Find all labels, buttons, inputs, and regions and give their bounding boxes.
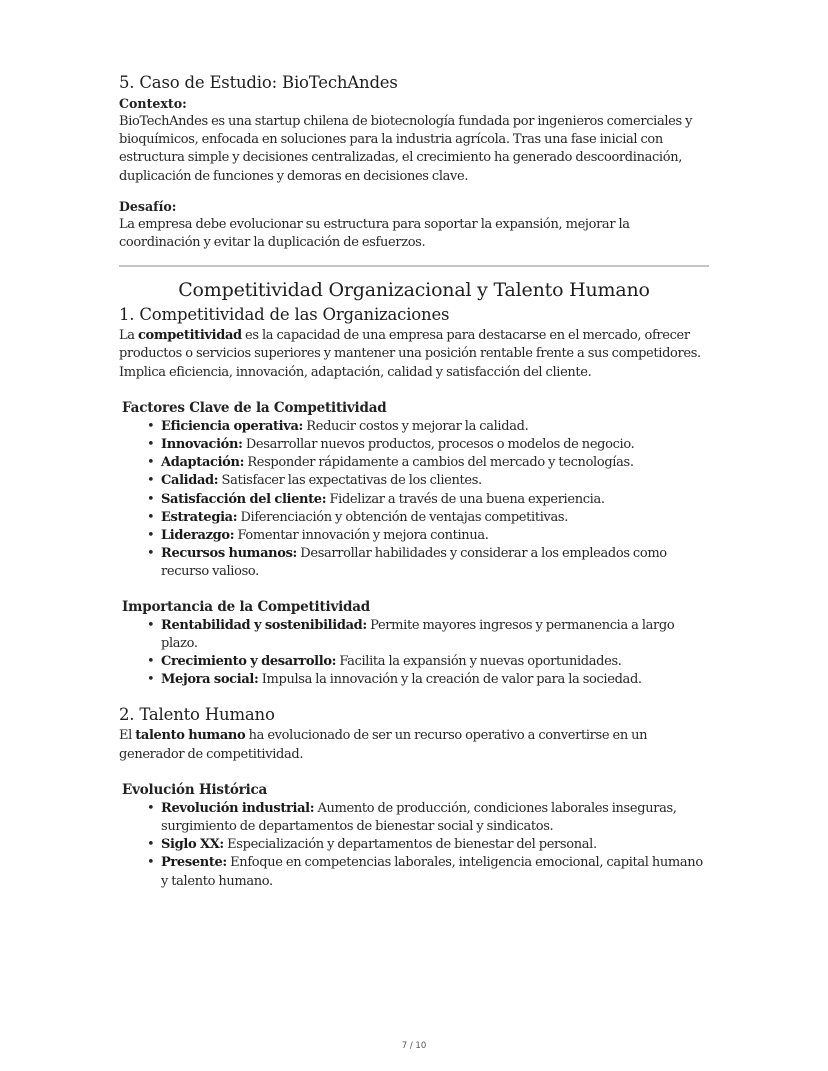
case-study-section	[119, 72, 709, 252]
list-item	[147, 527, 709, 545]
intro-prefix: La	[119, 328, 138, 344]
item-term: Calidad:	[161, 473, 219, 489]
competitiveness-section	[119, 304, 709, 689]
list-item	[147, 854, 709, 890]
item-desc: Facilita la expansión y nuevas oportunidades.	[336, 654, 622, 670]
factors-list	[119, 418, 709, 582]
item-desc: Fidelizar a través de una buena experiencia.	[326, 491, 605, 507]
importance-list	[119, 617, 709, 690]
bullet-icon: •	[147, 473, 155, 489]
item-term: Revolución industrial:	[161, 800, 315, 816]
bullet-icon: •	[147, 800, 155, 816]
item-desc: Reducir costos y mejorar la calidad.	[303, 418, 529, 434]
challenge-label: Desafío:	[119, 198, 177, 214]
item-term: Mejora social:	[161, 672, 259, 688]
list-item	[147, 617, 709, 653]
item-desc: Permite mayores ingresos y permanencia a largo plazo.	[161, 617, 675, 651]
human-talent-section	[119, 704, 709, 890]
item-desc: Enfoque en competencias laborales, inteligencia emocional, capital humano y talento humano.	[161, 855, 703, 889]
intro-bold-term: talento humano	[135, 728, 246, 744]
bullet-icon: •	[147, 672, 155, 688]
item-term: Recursos humanos:	[161, 546, 297, 562]
section1-intro	[119, 327, 709, 382]
page-indicator: 7 / 10	[401, 1041, 427, 1051]
list-item	[147, 836, 709, 854]
item-term: Presente:	[161, 855, 227, 871]
item-desc: Diferenciación y obtención de ventajas competitivas.	[237, 509, 569, 525]
list-item	[147, 418, 709, 436]
bullet-icon: •	[147, 455, 155, 471]
item-desc: Fomentar innovación y mejora continua.	[234, 528, 489, 544]
item-desc: Responder rápidamente a cambios del mercado y tecnologías.	[244, 455, 634, 471]
list-item	[147, 491, 709, 509]
document-page	[119, 72, 709, 891]
item-term: Innovación:	[161, 437, 243, 453]
intro-rest: es la capacidad de una empresa para destacarse en el mercado, ofrecer productos o servicios superiores y mantener una posición rentable frente a sus competidores. Implica eficiencia, innovación, adaptación, calidad y satisfacción del cliente.	[119, 328, 701, 380]
section2-title: 2. Talento Humano	[119, 705, 275, 725]
item-desc: Impulsa la innovación y la creación de valor para la sociedad.	[258, 672, 642, 688]
importance-title: Importancia de la Competitividad	[122, 598, 371, 615]
bullet-icon: •	[147, 509, 155, 525]
bullet-icon: •	[147, 837, 155, 853]
list-item	[147, 800, 709, 836]
list-item	[147, 671, 709, 689]
item-term: Estrategia:	[161, 509, 238, 525]
item-term: Siglo XX:	[161, 837, 224, 853]
intro-bold-term: competitividad	[137, 328, 242, 344]
bullet-icon: •	[147, 654, 155, 670]
list-item	[147, 545, 709, 581]
factors-title: Factores Clave de la Competitividad	[122, 399, 387, 416]
bullet-icon: •	[147, 855, 155, 871]
bullet-icon: •	[147, 546, 155, 562]
item-desc: Desarrollar nuevos productos, procesos o modelos de negocio.	[242, 437, 635, 453]
evolution-list	[119, 800, 709, 891]
list-item	[147, 436, 709, 454]
case-study-title: 5. Caso de Estudio: BioTechAndes	[119, 73, 398, 92]
section1-title: 1. Competitividad de las Organizaciones	[119, 305, 450, 325]
bullet-icon: •	[147, 617, 155, 633]
item-term: Eficiencia operativa:	[161, 418, 303, 434]
item-desc: Satisfacer las expectativas de los clientes.	[218, 473, 482, 489]
list-item	[147, 509, 709, 527]
item-term: Satisfacción del cliente:	[161, 491, 327, 507]
item-term: Crecimiento y desarrollo:	[161, 654, 337, 670]
intro-rest: ha evolucionado de ser un recurso operativo a convertirse en un generador de competitividad.	[119, 728, 648, 762]
evolution-title: Evolución Histórica	[122, 781, 268, 798]
list-item	[147, 472, 709, 490]
list-item	[147, 454, 709, 472]
item-term: Adaptación:	[161, 455, 245, 471]
item-desc: Desarrollar habilidades y considerar a los empleados como recurso valioso.	[161, 546, 667, 580]
item-term: Liderazgo:	[161, 528, 235, 544]
bullet-icon: •	[147, 437, 155, 453]
section2-intro	[119, 727, 709, 763]
context-paragraph: BioTechAndes es una startup chilena de biotecnología fundada por ingenieros comerciales y bioquímicos, enfocada en soluciones para la industria agrícola. Tras una fase inicial con estructura simple y decisiones centralizadas, el crecimiento ha generado descoordinación, duplicación de funciones y demoras en decisiones clave.	[119, 114, 693, 184]
bullet-icon: •	[147, 528, 155, 544]
list-item	[147, 653, 709, 671]
context-label: Contexto:	[119, 96, 187, 111]
challenge-paragraph: La empresa debe evolucionar su estructura para soportar la expansión, mejorar la coordinación y evitar la duplicación de esfuerzos.	[119, 216, 630, 251]
item-desc: Aumento de producción, condiciones laborales inseguras, surgimiento de departamentos de bienestar social y sindicatos.	[161, 800, 677, 835]
intro-prefix: El	[119, 728, 136, 744]
bullet-icon: •	[147, 418, 155, 434]
item-term: Rentabilidad y sostenibilidad:	[161, 617, 367, 633]
bullet-icon: •	[147, 491, 155, 507]
item-desc: Especialización y departamentos de bienestar del personal.	[223, 837, 597, 853]
main-title: Competitividad Organizacional y Talento Humano	[178, 279, 650, 302]
